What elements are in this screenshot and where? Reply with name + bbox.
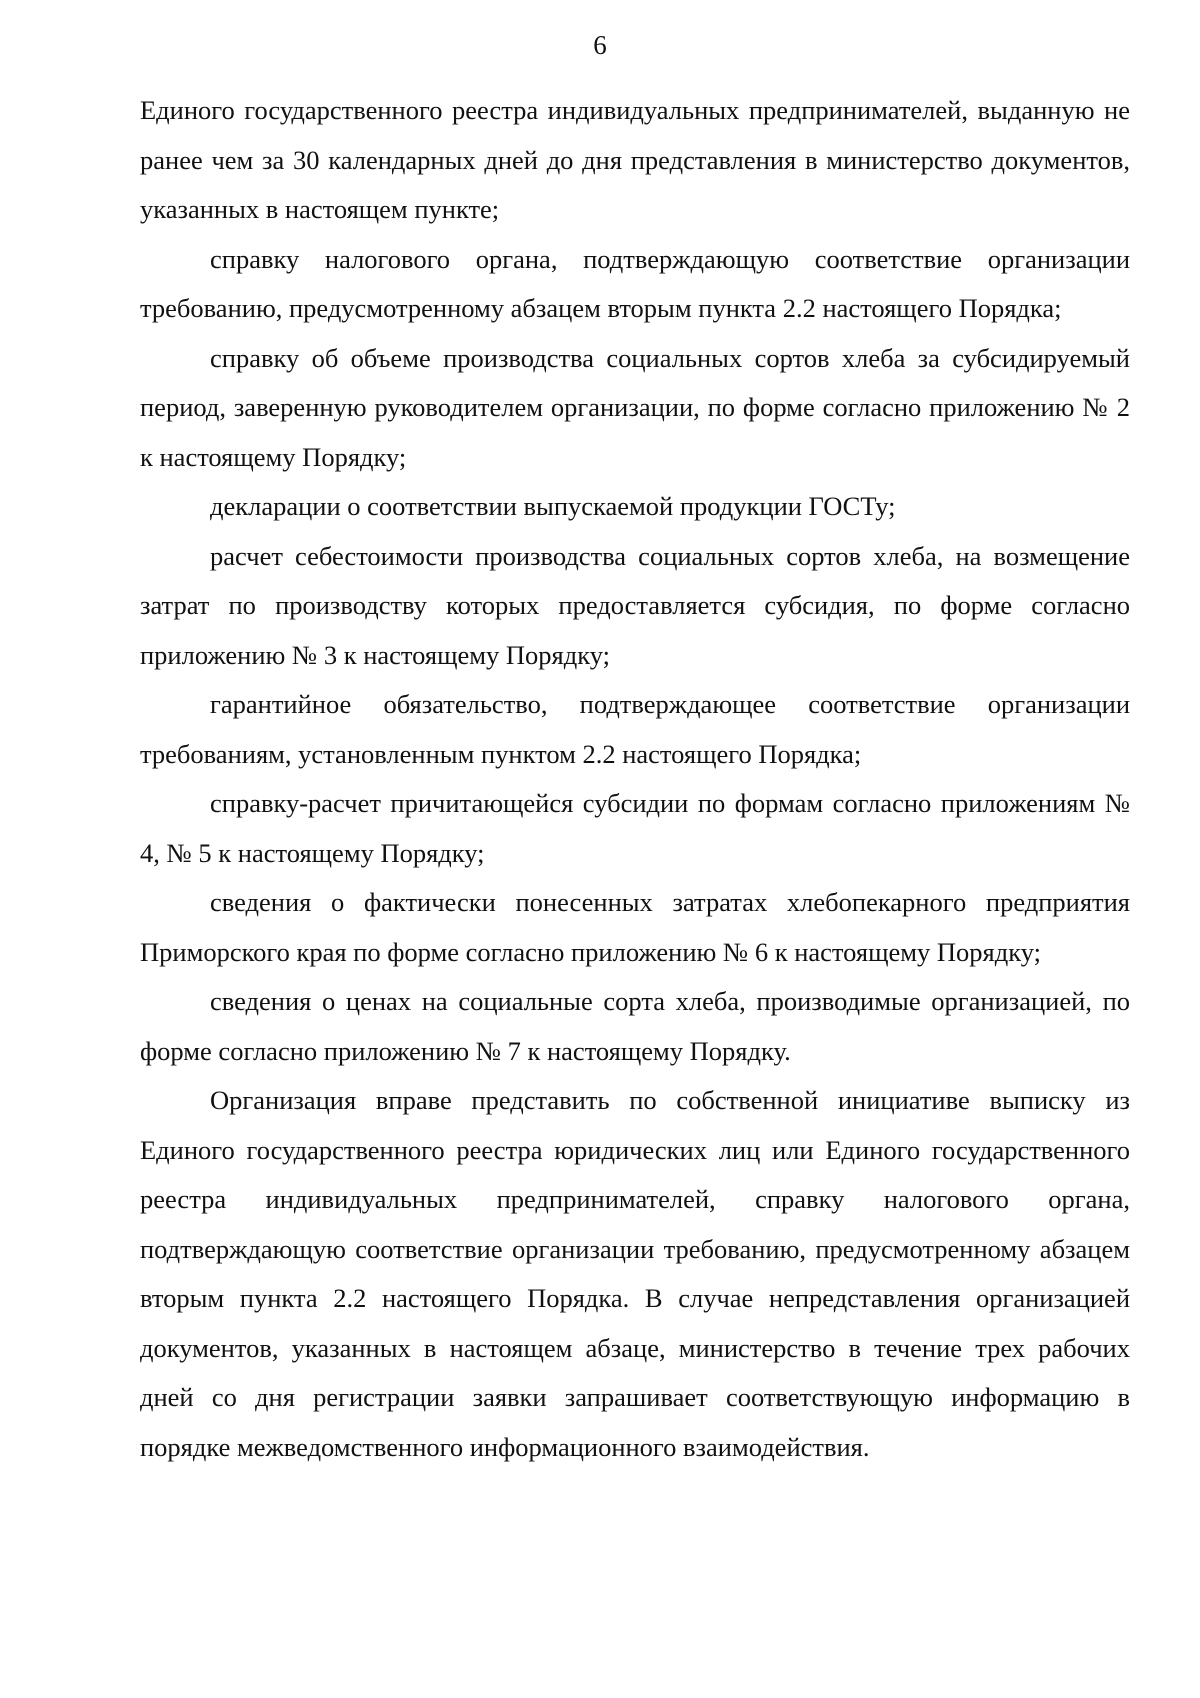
paragraph-cost-calculation: расчет себестоимости производства социальных сортов хлеба, на возмещение затрат по производству которых предоставляется субсидия, по форме согласно приложению № 3 к настоящему Порядку; — [140, 540, 1130, 670]
paragraph-actual-costs: сведения о фактически понесенных затратах хлебопекарного предприятия Приморского края по форме согласно приложению № 6 к настоящему Порядку; — [140, 887, 1130, 967]
paragraph-tax-certificate: справку налогового органа, подтверждающую соответствие организации требованию, предусмотренному абзацем вторым пункта 2.2 настоящего Порядка; — [140, 243, 1130, 323]
paragraph-subsidy-calculation: справку-расчет причитающейся субсидии по формам согласно приложениям № 4, № 5 к настоящему Порядку; — [140, 788, 1130, 868]
page-number: 6 — [593, 30, 607, 60]
paragraph-own-initiative: Организация вправе представить по собственной инициативе выписку из Единого государственного реестра юридических лиц или Единого государственного реестра индивидуальных предпринимателей, справку налогового органа, подтверждающую соответствие организации требованию, предусмотренному абзацем вторым пункта 2.2 настоящего Порядка. В случае непредставления организацией документов, указанных в настоящем абзаце, министерство в течение трех рабочих дней со дня регистрации заявки запрашивает соответствующую информацию в порядке межведомственного информационного взаимодействия. — [140, 1085, 1130, 1462]
paragraph-production-volume: справку об объеме производства социальных сортов хлеба за субсидируемый период, заверенную руководителем организации, по форме согласно приложению № 2 к настоящему Порядку; — [140, 342, 1130, 472]
paragraph-guarantee: гарантийное обязательство, подтверждающее соответствие организации требованиям, установленным пунктом 2.2 настоящего Порядка; — [140, 689, 1130, 769]
paragraph-gost-declaration: декларации о соответствии выпускаемой продукции ГОСТу; — [210, 491, 896, 521]
paragraph-bread-prices: сведения о ценах на социальные сорта хлеба, производимые организацией, по форме согласно приложению № 7 к настоящему Порядку. — [140, 986, 1130, 1066]
paragraph-continuation: Единого государственного реестра индивидуальных предпринимателей, выданную не ранее чем за 30 календарных дней до дня представления в министерство документов, указанных в настоящем пункте; — [140, 95, 1130, 224]
document-body — [140, 86, 1130, 1472]
